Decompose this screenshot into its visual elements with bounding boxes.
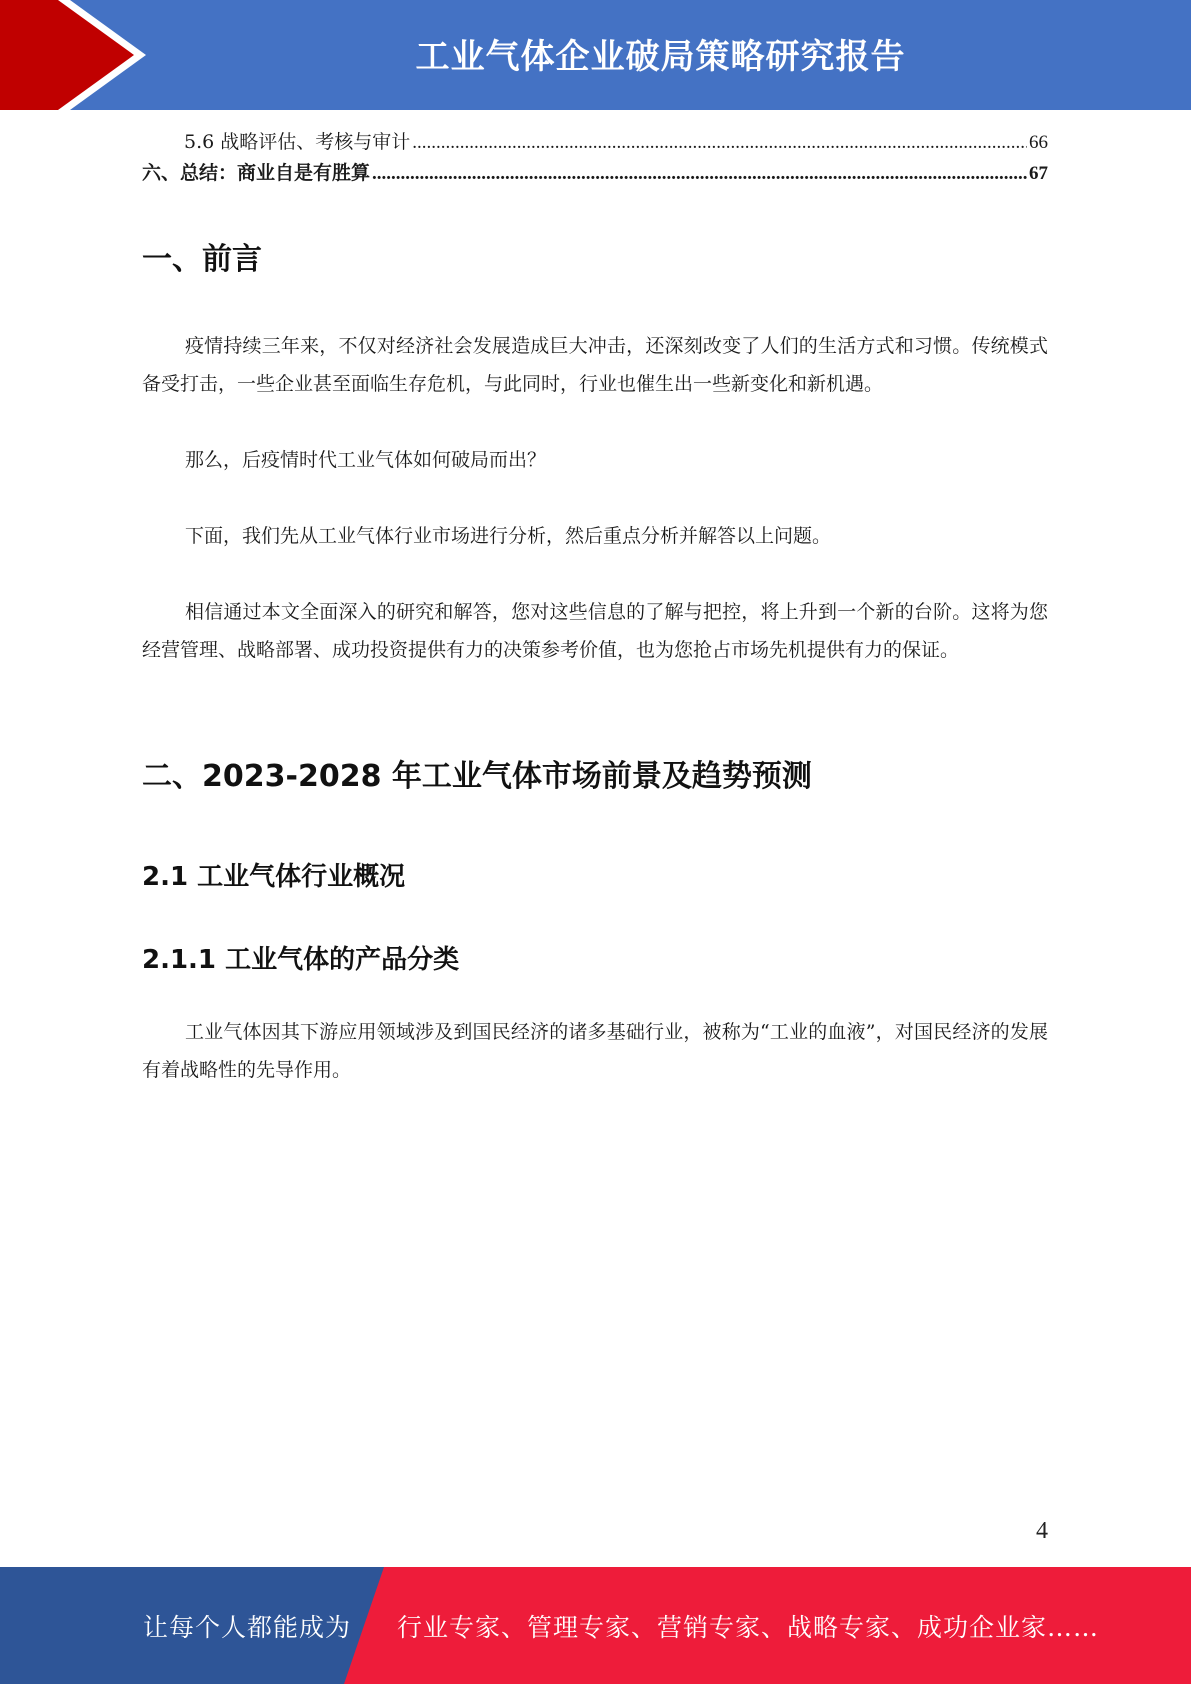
forecast-heading: 二、2023-2028 年工业气体市场前景及趋势预测 <box>142 759 812 794</box>
preface-heading: 一、前言 <box>142 242 262 277</box>
toc-row[interactable] <box>142 158 1048 189</box>
preface-paragraph: 那么，后疫情时代工业气体如何破局而出？ <box>185 449 547 471</box>
overview-heading: 2.1 工业气体行业概况 <box>142 862 406 892</box>
page-number: 4 <box>1036 1518 1048 1544</box>
toc-label: 六、总结：商业自是有胜算 <box>142 162 371 184</box>
toc-page: 66 <box>1029 132 1048 153</box>
toc <box>142 127 1048 189</box>
footer-right-text: 行业专家、管理专家、营销专家、战略专家、成功企业家…… <box>397 1612 1100 1642</box>
preface-paragraph: 下面，我们先从工业气体行业市场进行分析，然后重点分析并解答以上问题。 <box>185 525 832 547</box>
footer-left-text: 让每个人都能成为 <box>143 1612 352 1642</box>
preface-paragraph: 相信通过本文全面深入的研究和解答，您对这些信息的了解与把控，将上升到一个新的台阶。这将为您经营管理、战略部署、成功投资提供有力的决策参考价值，也为您抢占市场先机提供有力的保证。 <box>142 601 1048 661</box>
toc-page: 67 <box>1029 163 1048 184</box>
classification-paragraph: 工业气体因其下游应用领域涉及到国民经济的诸多基础行业，被称为“工业的血液”，对国民经济的发展有着战略性的先导作用。 <box>142 1021 1048 1081</box>
classification-heading: 2.1.1 工业气体的产品分类 <box>142 945 460 975</box>
preface-paragraph: 疫情持续三年来，不仅对经济社会发展造成巨大冲击，还深刻改变了人们的生活方式和习惯。传统模式备受打击，一些企业甚至面临生存危机，与此同时，行业也催生出一些新变化和新机遇。 <box>142 335 1048 395</box>
toc-row[interactable] <box>142 127 1048 158</box>
toc-leader <box>412 127 1027 158</box>
page-header <box>0 0 1191 110</box>
toc-label: 5.6 战略评估、考核与审计 <box>184 131 411 153</box>
toc-leader <box>372 158 1027 189</box>
report-title: 工业气体企业破局策略研究报告 <box>415 36 906 77</box>
page-footer <box>0 1567 1191 1684</box>
